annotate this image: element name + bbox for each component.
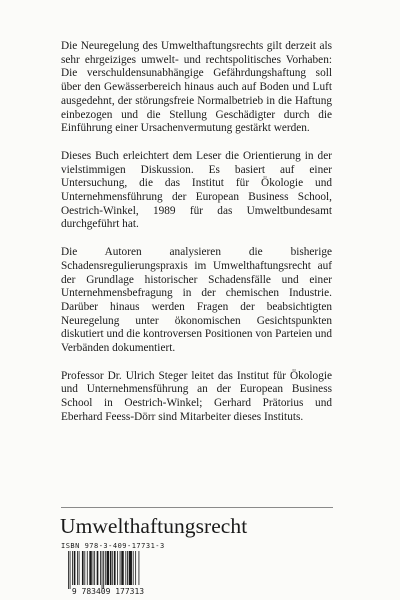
barcode-bar — [133, 551, 134, 585]
barcode-bar — [135, 551, 136, 585]
book-title: Umwelthaftungsrecht — [60, 514, 248, 538]
barcode-bar — [82, 551, 84, 585]
barcode-bar — [127, 551, 128, 585]
blurb-paragraph-book: Dieses Buch erleichtert dem Leser die Orientierung in der vielstimmigen Diskussion. Es basiert auf einer Untersuchung, die das Institut für Ökologie und Unternehmensführung der European Business School, Oestrich-Winkel, 1989 für das Umweltbundesamt durchgeführt hat. — [61, 149, 332, 231]
barcode-bar — [87, 551, 88, 585]
barcode-bar — [94, 551, 95, 585]
barcode-bar — [121, 551, 123, 585]
barcode-bar — [72, 551, 73, 585]
barcode-bar — [93, 551, 94, 585]
isbn-barcode — [58, 551, 158, 596]
barcode-bar — [107, 551, 109, 585]
barcode-bar — [105, 551, 106, 585]
barcode-bar — [68, 551, 69, 589]
barcode-bar — [139, 551, 140, 585]
barcode-number: 9 783409 177313 — [71, 587, 145, 596]
barcode-bar — [110, 551, 112, 585]
barcode-bar — [114, 551, 116, 585]
barcode-bar — [84, 551, 85, 585]
barcode-bar — [77, 551, 78, 585]
blurb-text — [61, 40, 332, 425]
divider-rule — [61, 507, 333, 508]
barcode-bar — [117, 551, 118, 585]
barcode-bar — [102, 551, 103, 589]
barcode-bar — [97, 551, 99, 585]
barcode-bar — [89, 551, 91, 585]
blurb-paragraph-intro: Die Neuregelung des Umwelthaftungsrechts gilt derzeit als sehr ehrgeiziges umwelt- und rechtspolitisches Vorhaben: Die verschuldensunabhängige Gefährdungshaftung soll über den Gewässerbereich hinaus auch auf Boden und Luft ausgedehnt, der störungsfreie Normalbetrieb in die Haftung einbezogen und die Stellung Geschädigter durch die Einführung einer Ursachenvermutung gestärkt werden. — [61, 40, 332, 135]
blurb-paragraph-analysis: Die Autoren analysieren die bisherige Schadensregulierungspraxis im Umwelthaftungsrecht auf der Grundlage historischer Schadensfälle und einer Unternehmensbefragung in der chemischen Industrie. Darüber hinaus werden Fragen der beabsichtigten Neuregelung unter ökonomischen Gesichtspunkten diskutiert und die kontroversen Positionen von Parteien und Verbänden dokumentiert. — [61, 246, 332, 355]
barcode-bar — [129, 551, 132, 585]
barcode-bar — [120, 551, 121, 585]
barcode-bar — [103, 551, 104, 589]
barcode-bar — [112, 551, 113, 585]
barcode-bar — [70, 551, 71, 589]
isbn-label: ISBN 978-3-409-17731-3 — [61, 542, 165, 550]
barcode-bar — [100, 551, 101, 585]
blurb-paragraph-authors: Professor Dr. Ulrich Steger leitet das Institut für Ökologie und Unternehmensführung an der European Business School in Oestrich-Winkel; Gerhard Prätorius und Eberhard Feess-Dörr sind Mitarbeiter dieses Instituts. — [61, 369, 332, 423]
barcode-bar — [79, 551, 80, 585]
barcode-bar — [74, 551, 76, 585]
barcode-bar — [125, 551, 126, 585]
